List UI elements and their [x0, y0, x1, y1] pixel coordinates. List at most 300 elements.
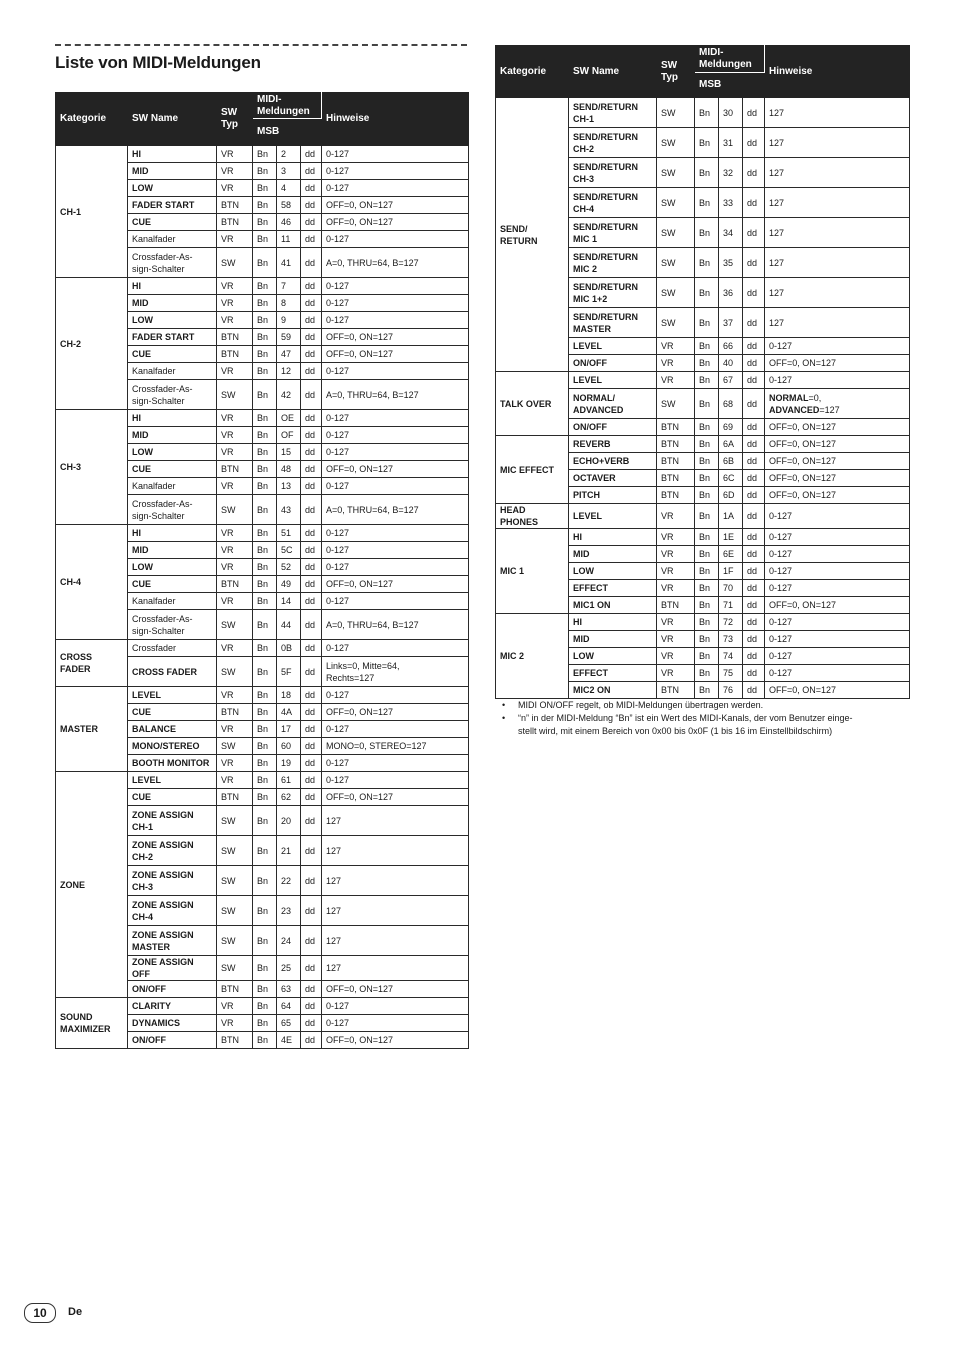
msb-cell: 6C — [719, 470, 743, 487]
status-byte-cell: Bn — [695, 453, 719, 470]
sw-typ-cell: VR — [217, 146, 253, 163]
value-byte-cell: dd — [743, 453, 765, 470]
header-kategorie: Kategorie — [496, 46, 569, 98]
value-byte-cell: dd — [301, 866, 322, 896]
sw-typ-cell: BTN — [217, 346, 253, 363]
msb-cell: 5C — [277, 542, 301, 559]
msb-cell: 21 — [277, 836, 301, 866]
hint-cell: A=0, THRU=64, B=127 — [322, 380, 469, 410]
sw-name-cell: CUE — [128, 576, 217, 593]
hint-cell: 0-127 — [322, 312, 469, 329]
msb-cell: 71 — [719, 597, 743, 614]
hint-cell: A=0, THRU=64, B=127 — [322, 248, 469, 278]
sw-typ-cell: VR — [217, 998, 253, 1015]
msb-cell: 74 — [719, 648, 743, 665]
sw-typ-cell: VR — [217, 163, 253, 180]
sw-name-cell: Crossfader-As- sign-Schalter — [128, 610, 217, 640]
hint-cell: OFF=0, ON=127 — [322, 214, 469, 231]
sw-typ-cell: VR — [657, 614, 695, 631]
sw-name-cell: ZONE ASSIGN CH-4 — [128, 896, 217, 926]
status-byte-cell: Bn — [695, 665, 719, 682]
sw-name-cell: PITCH — [569, 487, 657, 504]
sw-name-cell: CUE — [128, 346, 217, 363]
value-byte-cell: dd — [301, 410, 322, 427]
value-byte-cell: dd — [301, 1015, 322, 1032]
header-msb: MSB — [695, 73, 765, 98]
value-byte-cell: dd — [301, 657, 322, 687]
value-byte-cell: dd — [301, 704, 322, 721]
value-byte-cell: dd — [743, 372, 765, 389]
sw-typ-cell: BTN — [217, 197, 253, 214]
table-row — [56, 772, 469, 789]
status-byte-cell: Bn — [695, 436, 719, 453]
msb-cell: OE — [277, 410, 301, 427]
table-row — [56, 687, 469, 704]
msb-cell: 1E — [719, 529, 743, 546]
hint-cell: OFF=0, ON=127 — [322, 346, 469, 363]
sw-name-cell: Kanalfader — [128, 593, 217, 610]
hint-cell: 0-127 — [322, 180, 469, 197]
sw-typ-cell: SW — [217, 806, 253, 836]
hint-cell: 0-127 — [322, 687, 469, 704]
sw-name-cell: LOW — [569, 648, 657, 665]
msb-cell: 68 — [719, 389, 743, 419]
midi-table-left — [55, 92, 469, 1049]
msb-cell: 1A — [719, 504, 743, 529]
hint-cell: OFF=0, ON=127 — [322, 329, 469, 346]
msb-cell: 48 — [277, 461, 301, 478]
msb-cell: 62 — [277, 789, 301, 806]
sw-typ-cell: SW — [217, 926, 253, 956]
bullet-icon: • — [502, 700, 506, 710]
category-cell: MASTER — [56, 687, 128, 772]
sw-name-cell: SEND/RETURN CH-3 — [569, 158, 657, 188]
sw-typ-cell: VR — [657, 631, 695, 648]
footnote-text: “n” in der MIDI-Meldung “Bn” ist ein Wert des MIDI-Kanals, der vom Benutzer einge- stellt wird, mit einem Bereich von 0x00 bis 0x0F (1 bis 16 im Einstellbildschirm) — [518, 713, 853, 736]
msb-cell: 41 — [277, 248, 301, 278]
category-cell: CH-1 — [56, 146, 128, 278]
sw-typ-cell: VR — [657, 665, 695, 682]
msb-cell: 17 — [277, 721, 301, 738]
hint-cell: 0-127 — [765, 648, 910, 665]
category-cell: CH-3 — [56, 410, 128, 525]
msb-cell: 65 — [277, 1015, 301, 1032]
value-byte-cell: dd — [301, 495, 322, 525]
sw-name-cell: Crossfader-As- sign-Schalter — [128, 248, 217, 278]
sw-name-cell: ON/OFF — [128, 981, 217, 998]
value-byte-cell: dd — [301, 363, 322, 380]
value-byte-cell: dd — [743, 98, 765, 128]
sw-name-cell: ZONE ASSIGN MASTER — [128, 926, 217, 956]
footnotes — [500, 699, 900, 738]
msb-cell: 4E — [277, 1032, 301, 1049]
sw-typ-cell: SW — [217, 896, 253, 926]
sw-name-cell: SEND/RETURN MIC 1+2 — [569, 278, 657, 308]
hint-cell: 127 — [765, 248, 910, 278]
hint-cell: 0-127 — [322, 542, 469, 559]
msb-cell: 6A — [719, 436, 743, 453]
sw-name-cell: Kanalfader — [128, 363, 217, 380]
msb-cell: 15 — [277, 444, 301, 461]
status-byte-cell: Bn — [695, 419, 719, 436]
status-byte-cell: Bn — [695, 631, 719, 648]
sw-typ-cell: VR — [217, 525, 253, 542]
hint-cell: 0-127 — [322, 278, 469, 295]
value-byte-cell: dd — [743, 218, 765, 248]
hint-cell: 0-127 — [322, 1015, 469, 1032]
value-byte-cell: dd — [301, 329, 322, 346]
category-cell: CH-2 — [56, 278, 128, 410]
header-midi-meldungen: MIDI-Meldungen — [695, 46, 765, 73]
sw-typ-cell: SW — [217, 495, 253, 525]
status-byte-cell: Bn — [695, 248, 719, 278]
status-byte-cell: Bn — [695, 529, 719, 546]
header-sw-name: SW Name — [128, 93, 217, 146]
sw-name-cell: REVERB — [569, 436, 657, 453]
hint-cell: A=0, THRU=64, B=127 — [322, 610, 469, 640]
msb-cell: 46 — [277, 214, 301, 231]
sw-name-cell: CUE — [128, 704, 217, 721]
status-byte-cell: Bn — [253, 559, 277, 576]
hint-cell: OFF=0, ON=127 — [765, 355, 910, 372]
status-byte-cell: Bn — [253, 1032, 277, 1049]
hint-cell: OFF=0, ON=127 — [765, 597, 910, 614]
hint-cell: MONO=0, STEREO=127 — [322, 738, 469, 755]
hint-cell: 0-127 — [322, 163, 469, 180]
status-byte-cell: Bn — [253, 312, 277, 329]
sw-typ-cell: BTN — [657, 470, 695, 487]
sw-typ-cell: VR — [217, 1015, 253, 1032]
value-byte-cell: dd — [743, 546, 765, 563]
msb-cell: 69 — [719, 419, 743, 436]
sw-typ-cell: SW — [217, 380, 253, 410]
hint-cell: 127 — [765, 188, 910, 218]
value-byte-cell: dd — [743, 580, 765, 597]
hint-cell: 0-127 — [765, 372, 910, 389]
table-row — [496, 504, 910, 529]
status-byte-cell: Bn — [253, 896, 277, 926]
msb-cell: 64 — [277, 998, 301, 1015]
value-byte-cell: dd — [301, 738, 322, 755]
msb-cell: 22 — [277, 866, 301, 896]
value-byte-cell: dd — [743, 665, 765, 682]
sw-name-cell: MID — [128, 295, 217, 312]
value-byte-cell: dd — [743, 158, 765, 188]
category-cell: HEAD PHONES — [496, 504, 569, 529]
msb-cell: 75 — [719, 665, 743, 682]
sw-name-cell: SEND/RETURN MIC 1 — [569, 218, 657, 248]
sw-name-cell: LEVEL — [128, 687, 217, 704]
status-byte-cell: Bn — [253, 721, 277, 738]
status-byte-cell: Bn — [253, 738, 277, 755]
status-byte-cell: Bn — [695, 308, 719, 338]
table-row — [56, 410, 469, 427]
hint-cell: 127 — [322, 866, 469, 896]
hint-term: ADVANCED — [769, 404, 820, 415]
hint-cell: 0-127 — [322, 640, 469, 657]
status-byte-cell: Bn — [253, 755, 277, 772]
value-byte-cell: dd — [301, 197, 322, 214]
value-byte-cell: dd — [301, 640, 322, 657]
value-byte-cell: dd — [743, 338, 765, 355]
sw-name-cell: LEVEL — [128, 772, 217, 789]
hint-cell: 0-127 — [322, 295, 469, 312]
value-byte-cell: dd — [301, 380, 322, 410]
hint-cell: 0-127 — [322, 363, 469, 380]
status-byte-cell: Bn — [695, 218, 719, 248]
value-byte-cell: dd — [301, 721, 322, 738]
hint-cell: A=0, THRU=64, B=127 — [322, 495, 469, 525]
title-dashed-rule — [55, 44, 467, 46]
value-byte-cell: dd — [743, 188, 765, 218]
hint-cell: 0-127 — [322, 998, 469, 1015]
msb-cell: 61 — [277, 772, 301, 789]
value-byte-cell: dd — [743, 419, 765, 436]
value-byte-cell: dd — [301, 248, 322, 278]
hint-cell: 0-127 — [322, 478, 469, 495]
sw-name-cell: Crossfader — [128, 640, 217, 657]
status-byte-cell: Bn — [253, 956, 277, 981]
msb-cell: 20 — [277, 806, 301, 836]
msb-cell: 36 — [719, 278, 743, 308]
value-byte-cell: dd — [301, 926, 322, 956]
msb-cell: 72 — [719, 614, 743, 631]
status-byte-cell: Bn — [253, 806, 277, 836]
value-byte-cell: dd — [301, 146, 322, 163]
sw-name-cell: MID — [128, 542, 217, 559]
hint-cell: 0-127 — [765, 665, 910, 682]
page-number: 10 — [24, 1303, 56, 1323]
sw-typ-cell: SW — [657, 218, 695, 248]
msb-cell: 23 — [277, 896, 301, 926]
value-byte-cell: dd — [301, 278, 322, 295]
value-byte-cell: dd — [743, 389, 765, 419]
hint-cell: 127 — [765, 278, 910, 308]
sw-name-cell: MID — [128, 163, 217, 180]
hint-cell: 0-127 — [765, 338, 910, 355]
hint-cell: OFF=0, ON=127 — [322, 197, 469, 214]
msb-cell: 52 — [277, 559, 301, 576]
sw-name-cell: LOW — [128, 312, 217, 329]
value-byte-cell: dd — [743, 597, 765, 614]
sw-name-cell: OCTAVER — [569, 470, 657, 487]
sw-name-cell: MID — [569, 631, 657, 648]
value-byte-cell: dd — [301, 180, 322, 197]
value-byte-cell: dd — [743, 128, 765, 158]
status-byte-cell: Bn — [253, 329, 277, 346]
status-byte-cell: Bn — [253, 461, 277, 478]
status-byte-cell: Bn — [253, 657, 277, 687]
status-byte-cell: Bn — [253, 346, 277, 363]
msb-cell: 4 — [277, 180, 301, 197]
sw-typ-cell: SW — [217, 738, 253, 755]
sw-name-cell: BOOTH MONITOR — [128, 755, 217, 772]
category-cell: CROSS FADER — [56, 640, 128, 687]
sw-typ-cell: SW — [217, 610, 253, 640]
status-byte-cell: Bn — [253, 610, 277, 640]
status-byte-cell: Bn — [253, 495, 277, 525]
value-byte-cell: dd — [301, 687, 322, 704]
hint-cell: OFF=0, ON=127 — [322, 789, 469, 806]
hint-cell: 0-127 — [765, 631, 910, 648]
sw-typ-cell: BTN — [217, 789, 253, 806]
sw-name-cell: CUE — [128, 789, 217, 806]
sw-name-cell: CUE — [128, 461, 217, 478]
value-byte-cell: dd — [743, 308, 765, 338]
status-byte-cell: Bn — [253, 593, 277, 610]
sw-name-cell: SEND/RETURN CH-4 — [569, 188, 657, 218]
status-byte-cell: Bn — [253, 1015, 277, 1032]
sw-name-cell: ON/OFF — [569, 419, 657, 436]
sw-typ-cell: SW — [657, 128, 695, 158]
sw-typ-cell: SW — [657, 389, 695, 419]
msb-cell: 4A — [277, 704, 301, 721]
value-byte-cell: dd — [743, 631, 765, 648]
sw-typ-cell: BTN — [217, 576, 253, 593]
value-byte-cell: dd — [743, 563, 765, 580]
value-byte-cell: dd — [301, 1032, 322, 1049]
msb-cell: 37 — [719, 308, 743, 338]
sw-name-cell: MONO/STEREO — [128, 738, 217, 755]
sw-typ-cell: SW — [217, 657, 253, 687]
sw-name-cell: LEVEL — [569, 504, 657, 529]
msb-cell: 44 — [277, 610, 301, 640]
hint-cell: OFF=0, ON=127 — [765, 453, 910, 470]
sw-typ-cell: BTN — [217, 981, 253, 998]
sw-typ-cell: SW — [217, 248, 253, 278]
msb-cell: 47 — [277, 346, 301, 363]
sw-typ-cell: VR — [217, 755, 253, 772]
status-byte-cell: Bn — [253, 248, 277, 278]
value-byte-cell: dd — [743, 529, 765, 546]
hint-cell: OFF=0, ON=127 — [765, 470, 910, 487]
hint-cell: 0-127 — [322, 146, 469, 163]
msb-cell: 51 — [277, 525, 301, 542]
category-cell: CH-4 — [56, 525, 128, 640]
status-byte-cell: Bn — [253, 180, 277, 197]
sw-typ-cell: VR — [217, 478, 253, 495]
sw-name-cell: SEND/RETURN CH-2 — [569, 128, 657, 158]
sw-name-cell: ZONE ASSIGN OFF — [128, 956, 217, 981]
status-byte-cell: Bn — [253, 981, 277, 998]
bullet-icon: • — [502, 713, 506, 723]
msb-cell: 3 — [277, 163, 301, 180]
msb-cell: 40 — [719, 355, 743, 372]
sw-typ-cell: BTN — [657, 597, 695, 614]
sw-name-cell: EFFECT — [569, 665, 657, 682]
value-byte-cell: dd — [301, 312, 322, 329]
status-byte-cell: Bn — [253, 772, 277, 789]
value-byte-cell: dd — [301, 576, 322, 593]
status-byte-cell: Bn — [695, 580, 719, 597]
sw-name-cell: HI — [128, 146, 217, 163]
msb-cell: 70 — [719, 580, 743, 597]
hint-cell: 0-127 — [765, 580, 910, 597]
category-cell: MIC 2 — [496, 614, 569, 699]
sw-name-cell: ON/OFF — [128, 1032, 217, 1049]
hint-cell: 0-127 — [765, 614, 910, 631]
status-byte-cell: Bn — [253, 231, 277, 248]
sw-name-cell: Crossfader-As- sign-Schalter — [128, 380, 217, 410]
value-byte-cell: dd — [301, 836, 322, 866]
hint-cell — [765, 389, 910, 419]
hint-cell: 127 — [322, 926, 469, 956]
sw-typ-cell: SW — [217, 956, 253, 981]
value-byte-cell: dd — [301, 478, 322, 495]
hint-cell: OFF=0, ON=127 — [322, 461, 469, 478]
sw-typ-cell: VR — [657, 529, 695, 546]
status-byte-cell: Bn — [253, 146, 277, 163]
sw-name-cell: SEND/RETURN CH-1 — [569, 98, 657, 128]
category-cell: SOUND MAXIMIZER — [56, 998, 128, 1049]
status-byte-cell: Bn — [253, 866, 277, 896]
table-row — [56, 146, 469, 163]
hint-cell: 0-127 — [322, 231, 469, 248]
hint-cell: OFF=0, ON=127 — [765, 487, 910, 504]
header-hinweise: Hinweise — [765, 46, 910, 98]
sw-typ-cell: VR — [217, 559, 253, 576]
msb-cell: 42 — [277, 380, 301, 410]
category-cell: ZONE — [56, 772, 128, 998]
hint-value: =0, — [808, 392, 822, 403]
hint-cell: OFF=0, ON=127 — [322, 704, 469, 721]
status-byte-cell: Bn — [695, 487, 719, 504]
language-code: De — [68, 1306, 83, 1318]
category-cell: TALK OVER — [496, 372, 569, 436]
status-byte-cell: Bn — [253, 278, 277, 295]
sw-typ-cell: BTN — [657, 453, 695, 470]
sw-typ-cell: VR — [217, 593, 253, 610]
sw-typ-cell: VR — [217, 772, 253, 789]
status-byte-cell: Bn — [253, 789, 277, 806]
msb-cell: 8 — [277, 295, 301, 312]
table-row — [496, 436, 910, 453]
msb-cell: 66 — [719, 338, 743, 355]
status-byte-cell: Bn — [695, 355, 719, 372]
category-cell: SEND/ RETURN — [496, 98, 569, 372]
header-sw-typ: SW Typ — [657, 46, 695, 98]
sw-typ-cell: VR — [217, 542, 253, 559]
hint-cell: 0-127 — [322, 410, 469, 427]
sw-name-cell: LOW — [128, 559, 217, 576]
sw-typ-cell: VR — [217, 295, 253, 312]
value-byte-cell: dd — [743, 504, 765, 529]
sw-typ-cell: VR — [217, 180, 253, 197]
sw-name-cell: HI — [569, 614, 657, 631]
value-byte-cell: dd — [301, 542, 322, 559]
value-byte-cell: dd — [301, 956, 322, 981]
status-byte-cell: Bn — [695, 470, 719, 487]
sw-typ-cell: VR — [217, 640, 253, 657]
sw-name-cell: HI — [128, 410, 217, 427]
sw-typ-cell: SW — [657, 188, 695, 218]
hint-cell: 0-127 — [765, 504, 910, 529]
msb-cell: 0B — [277, 640, 301, 657]
status-byte-cell: Bn — [695, 546, 719, 563]
hint-cell: OFF=0, ON=127 — [765, 419, 910, 436]
hint-cell: 0-127 — [765, 563, 910, 580]
sw-typ-cell: SW — [217, 836, 253, 866]
sw-name-cell: ECHO+VERB — [569, 453, 657, 470]
hint-cell: 127 — [765, 98, 910, 128]
hint-cell: OFF=0, ON=127 — [765, 682, 910, 699]
msb-cell: 1F — [719, 563, 743, 580]
value-byte-cell: dd — [743, 278, 765, 308]
sw-name-cell: BALANCE — [128, 721, 217, 738]
value-byte-cell: dd — [301, 559, 322, 576]
msb-cell: 73 — [719, 631, 743, 648]
sw-typ-cell: VR — [657, 338, 695, 355]
